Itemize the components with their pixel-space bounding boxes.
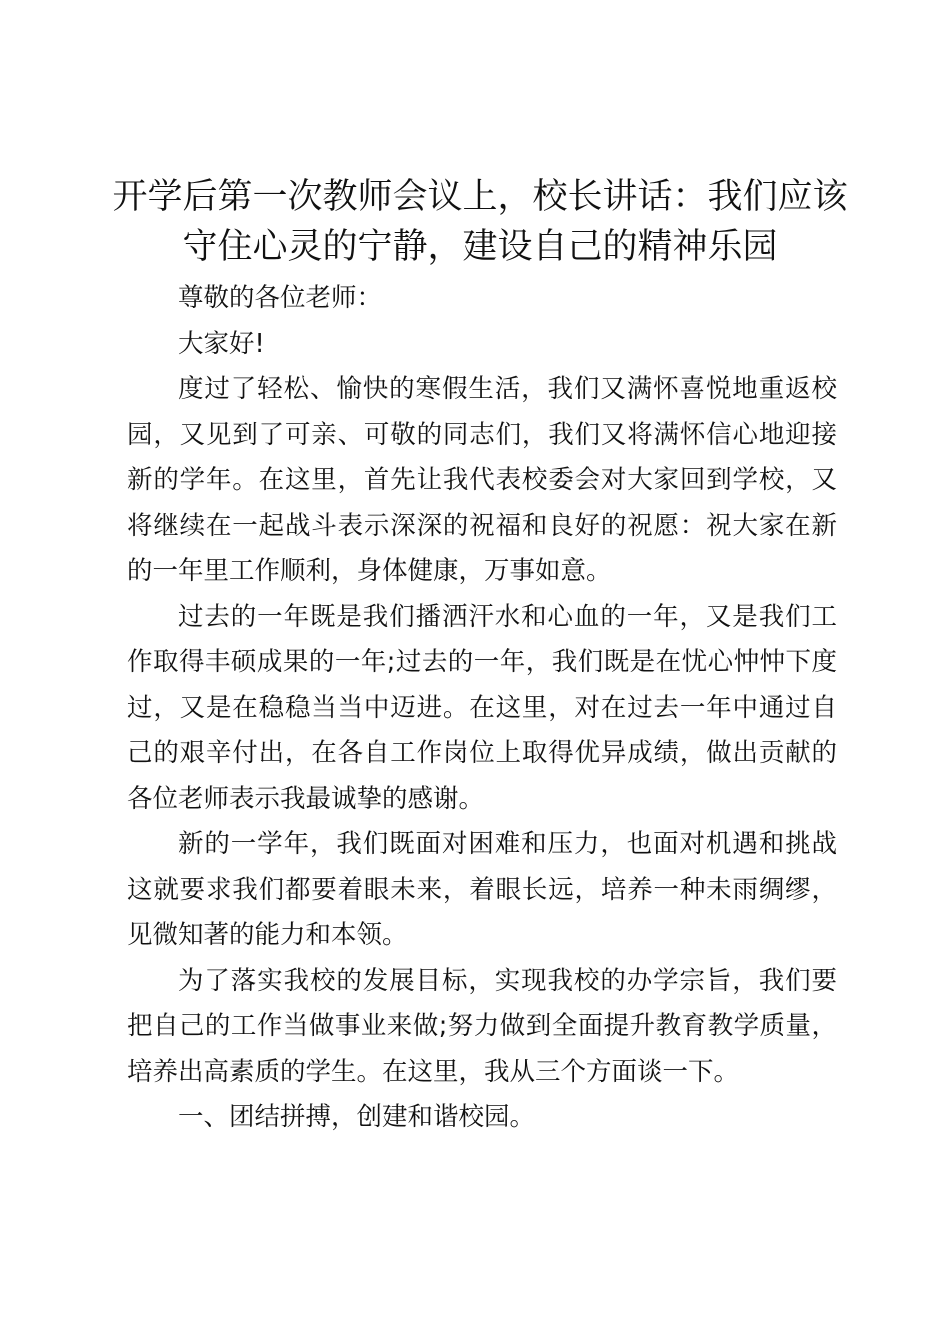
paragraph: 为了落实我校的发展目标，实现我校的办学宗旨，我们要把自己的工作当做事业来做;努力做到全面提升教育教学质量，培养出高素质的学生。在这里，我从三个方面谈一下。 [127, 965, 837, 1087]
greeting: 大家好! [178, 328, 265, 359]
document-title: 开学后第一次教师会议上，校长讲话：我们应该守住心灵的宁静，建设自己的精神乐园 [112, 177, 848, 267]
paragraph: 新的一学年，我们既面对困难和压力，也面对机遇和挑战这就要求我们都要着眼未来，着眼长远，培养一种未雨绸缪，见微知著的能力和本领。 [127, 829, 837, 950]
paragraph: 过去的一年既是我们播洒汗水和心血的一年，又是我们工作取得丰硕成果的一年;过去的一年，我们既是在忧心忡忡下度过，又是在稳稳当当中迈进。在这里，对在过去一年中通过自己的艰辛付出，在各自工作岗位上取得优异成绩，做出贡献的各位老师表示我最诚挚的感谢。 [127, 601, 837, 814]
section-heading: 一、团结拼搏，创建和谐校园。 [178, 1102, 536, 1132]
salutation: 尊敬的各位老师： [178, 283, 383, 313]
document-body [127, 276, 837, 1141]
paragraph: 度过了轻松、愉快的寒假生活，我们又满怀喜悦地重返校园，又见到了可亲、可敬的同志们，我们又将满怀信心地迎接新的学年。在这里，首先让我代表校委会对大家回到学校，又将继续在一起战斗表示深深的祝福和良好的祝愿：祝大家在新的一年里工作顺利，身体健康，万事如意。 [127, 374, 837, 586]
